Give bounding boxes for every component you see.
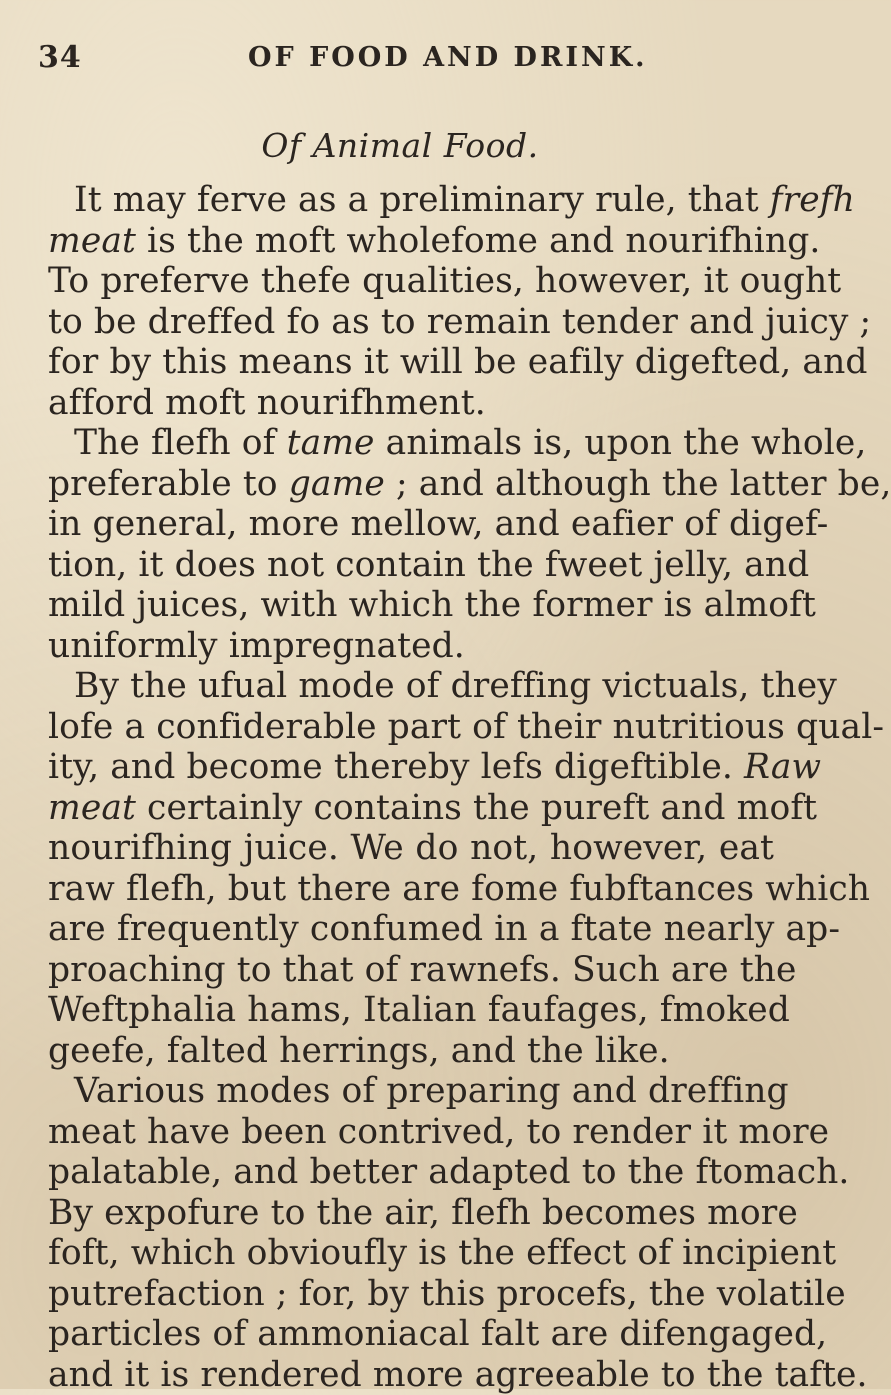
text-line: afford moft nourifhment. [48, 383, 774, 424]
text-line: palatable, and better adapted to the ftomach. [48, 1152, 774, 1193]
text-line: meat is the moft wholefome and nourifhing. [48, 221, 774, 262]
text-line: By expofure to the air, flefh becomes more [48, 1193, 774, 1234]
text-line: The flefh of tame animals is, upon the whole, [48, 423, 774, 464]
running-head [20, 40, 740, 80]
text-line: meat have been contrived, to render it more [48, 1112, 774, 1153]
text-line: in general, more mellow, and eafier of digef- [48, 504, 774, 545]
text-line: tion, it does not contain the fweet jelly, and [48, 545, 774, 586]
page-number: 34 [38, 40, 82, 75]
text-line: particles of ammoniacal falt are difengaged, [48, 1314, 774, 1355]
text-line: for by this means it will be eafily digefted, and [48, 342, 774, 383]
paragraph [48, 423, 774, 666]
text-line: meat certainly contains the pureft and moft [48, 788, 774, 829]
text-line: By the ufual mode of dreffing victuals, they [48, 666, 774, 707]
text-line: preferable to game ; and although the latter be, [48, 464, 774, 505]
italic-word: frefh [770, 180, 855, 220]
italic-word: Raw [744, 747, 821, 787]
text-line: uniformly impregnated. [48, 626, 774, 667]
paragraph [48, 666, 774, 1071]
text-line: To preferve thefe qualities, however, it ought [48, 261, 774, 302]
text-line: to be dreffed fo as to remain tender and juicy ; [48, 302, 774, 343]
text-line: ity, and become thereby lefs digeftible. Raw [48, 747, 774, 788]
text-line: and it is rendered more agreeable to the tafte. [48, 1355, 774, 1395]
text-line: It may ferve as a preliminary rule, that frefh [48, 180, 774, 221]
text-line: Various modes of preparing and dreffing [48, 1071, 774, 1112]
italic-word: meat [48, 788, 136, 828]
text-line: lofe a confiderable part of their nutritious qual- [48, 707, 774, 748]
running-title: OF FOOD AND DRINK. [248, 42, 648, 73]
section-heading: Of Animal Food. [0, 126, 800, 165]
italic-word: tame [287, 423, 375, 463]
paragraph [48, 1071, 774, 1395]
text-line: mild juices, with which the former is almoft [48, 585, 774, 626]
paragraph [48, 180, 774, 423]
text-line: are frequently confumed in a ftate nearly ap- [48, 909, 774, 950]
text-line: Weftphalia hams, Italian faufages, fmoked [48, 990, 774, 1031]
text-line: nourifhing juice. We do not, however, eat [48, 828, 774, 869]
text-line: foft, which obvioufly is the effect of incipient [48, 1233, 774, 1274]
text-line: geefe, falted herrings, and the like. [48, 1031, 774, 1072]
italic-word: game [289, 464, 385, 504]
body-text [48, 180, 774, 1395]
text-line: putrefaction ; for, by this procefs, the volatile [48, 1274, 774, 1315]
text-line: proaching to that of rawnefs. Such are the [48, 950, 774, 991]
italic-word: meat [48, 221, 136, 261]
text-line: raw flefh, but there are fome fubftances which [48, 869, 774, 910]
